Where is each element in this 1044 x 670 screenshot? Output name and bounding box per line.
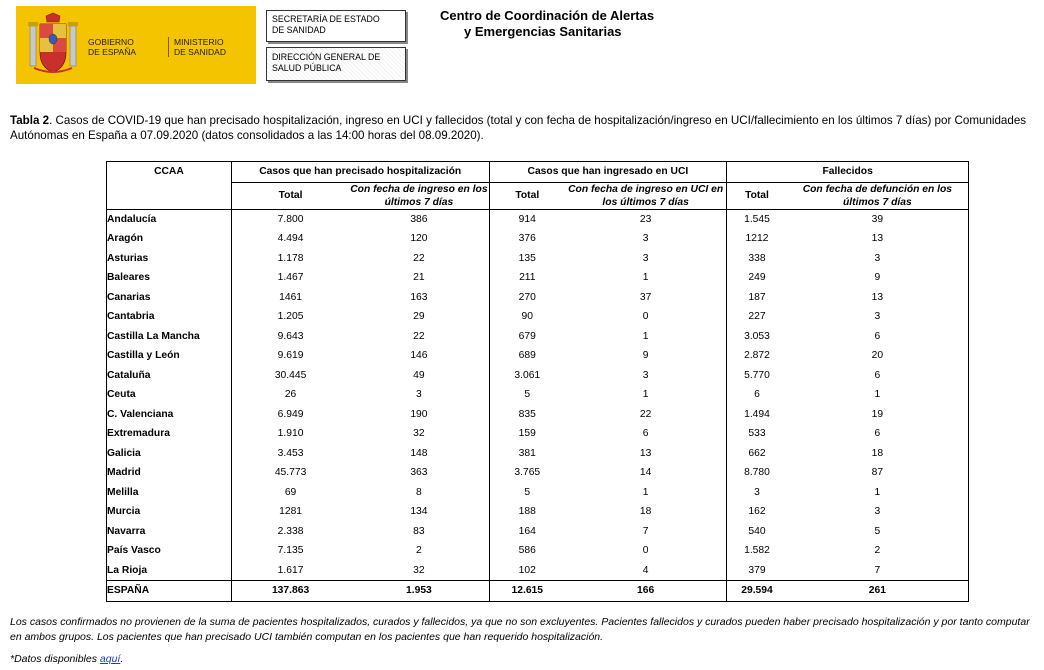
value-cell: 363	[410, 467, 428, 479]
value-cell: 146	[410, 350, 428, 362]
ccaa-cell: ESPAÑA	[107, 581, 232, 602]
value-cell: 45.773	[231, 463, 349, 483]
ccaa-cell: C. Valenciana	[107, 408, 174, 420]
value-cell: 18	[871, 447, 884, 459]
gobierno-text: GOBIERNO DE ESPAÑA	[88, 37, 137, 57]
value-cell: 2.872	[727, 346, 787, 366]
value-cell: 3.765	[489, 463, 565, 483]
value-cell: 4	[642, 564, 649, 576]
ccaa-cell: Baleares	[107, 272, 150, 284]
value-cell: 29.594	[727, 581, 787, 602]
value-cell: 3	[416, 389, 422, 401]
value-cell: 2	[416, 545, 422, 557]
value-cell: 4.494	[231, 229, 349, 249]
value-cell: 376	[489, 229, 565, 249]
value-cell: 5.770	[727, 366, 787, 386]
value-cell: 3	[642, 369, 649, 381]
total-row	[107, 581, 969, 602]
value-cell: 3	[874, 506, 881, 518]
value-cell: 69	[231, 483, 349, 503]
table-row	[107, 249, 969, 269]
value-cell: 37	[639, 291, 652, 303]
value-cell: 3	[874, 252, 881, 264]
caption-text: . Casos de COVID-19 que han precisado hospitalización, ingreso en UCI y fallecidos (total y con fecha de hospitalización/ingreso en UCI/fallecimiento en los últimos 7 días) por Comunidades Autónomas en España a 07.09.2020 (datos consolidados a las 14:00 horas del 08.09.2020).	[10, 114, 1027, 142]
table-row	[107, 288, 969, 308]
value-cell: 2	[874, 545, 881, 557]
value-cell: 20	[871, 350, 884, 362]
value-cell: 1.910	[231, 424, 349, 444]
value-cell: 134	[410, 506, 428, 518]
ccaa-cell: Extremadura	[107, 428, 170, 440]
value-cell: 8.780	[727, 463, 787, 483]
table-row	[107, 229, 969, 249]
value-cell: 1.178	[231, 249, 349, 269]
ccaa-cell: Madrid	[107, 467, 141, 479]
table-row	[107, 463, 969, 483]
ccaa-cell: Navarra	[107, 525, 146, 537]
value-cell: 29	[413, 311, 425, 323]
value-cell: 1.953	[349, 581, 489, 602]
ccaa-cell: Melilla	[107, 486, 139, 498]
value-cell: 7	[642, 525, 649, 537]
value-cell: 6	[642, 428, 649, 440]
value-cell: 12.615	[489, 581, 565, 602]
ccaa-cell: La Rioja	[107, 564, 148, 576]
centro-title: Centro de Coordinación de Alertas y Emergencias Sanitarias	[440, 8, 655, 39]
value-cell: 662	[727, 444, 787, 464]
table-row	[107, 561, 969, 581]
group-hospitalizacion: Casos que han precisado hospitalización	[231, 162, 489, 183]
hosp-total-header: Total	[231, 182, 349, 209]
uci-total-header: Total	[489, 182, 565, 209]
value-cell: 159	[489, 424, 565, 444]
value-cell: 7.135	[231, 541, 349, 561]
value-cell: 83	[413, 525, 425, 537]
value-cell: 26	[231, 385, 349, 405]
footnote-text: Los casos confirmados no provienen de la suma de pacientes hospitalizados, curados y fallecidos, ya que no son excluyentes. Pacientes fallecidos y curados pueden haber precisado hospitalización y por tanto computar en ambos grupos. Los pacientes que han precisado UCI también computan en los pacientes que han requerido hospitalización.	[10, 616, 1030, 643]
hosp-7d-header: Con fecha de ingreso en los últimos 7 días	[350, 183, 488, 208]
data-available-note: *Datos disponibles aquí.	[10, 653, 124, 665]
value-cell: 270	[489, 288, 565, 308]
value-cell: 9	[874, 272, 881, 284]
table-row	[107, 346, 969, 366]
value-cell: 137.863	[231, 581, 349, 602]
uci-7d-header: Con fecha de ingreso en UCI en los últimos 7 días	[565, 182, 727, 209]
value-cell: 3.453	[231, 444, 349, 464]
ccaa-cell: País Vasco	[107, 545, 161, 557]
value-cell: 1	[642, 330, 649, 342]
value-cell: 1	[642, 272, 649, 284]
value-cell: 679	[489, 327, 565, 347]
value-cell: 30.445	[231, 366, 349, 386]
value-cell: 90	[489, 307, 565, 327]
value-cell: 1.467	[231, 268, 349, 288]
secretaria-box: SECRETARÍA DE ESTADO DE SANIDAD	[266, 10, 406, 42]
value-cell: 188	[489, 502, 565, 522]
ccaa-cell: Castilla y León	[107, 350, 180, 362]
value-cell: 3	[727, 483, 787, 503]
value-cell: 5	[489, 483, 565, 503]
table-row	[107, 366, 969, 386]
value-cell: 22	[413, 252, 425, 264]
ministerio-text: MINISTERIO DE SANIDAD	[168, 37, 226, 57]
value-cell: 6	[727, 385, 787, 405]
data-link[interactable]: aquí	[99, 653, 121, 665]
value-cell: 835	[489, 405, 565, 425]
value-cell: 0	[642, 311, 649, 323]
value-cell: 190	[410, 408, 428, 420]
value-cell: 3	[642, 252, 649, 264]
value-cell: 102	[489, 561, 565, 581]
value-cell: 914	[489, 209, 565, 229]
value-cell: 13	[639, 447, 652, 459]
value-cell: 9.643	[231, 327, 349, 347]
value-cell: 163	[410, 291, 428, 303]
value-cell: 120	[410, 233, 428, 245]
value-cell: 39	[871, 213, 884, 225]
value-cell: 19	[871, 408, 884, 420]
value-cell: 1	[642, 389, 649, 401]
caption-label: Tabla 2	[10, 114, 50, 127]
table-row	[107, 268, 969, 288]
value-cell: 22	[639, 408, 652, 420]
value-cell: 6.949	[231, 405, 349, 425]
value-cell: 32	[413, 428, 425, 440]
value-cell: 1	[874, 486, 881, 498]
value-cell: 1.582	[727, 541, 787, 561]
value-cell: 148	[410, 447, 428, 459]
value-cell: 23	[639, 213, 652, 225]
value-cell: 1.205	[231, 307, 349, 327]
value-cell: 14	[639, 467, 652, 479]
value-cell: 87	[871, 467, 884, 479]
value-cell: 533	[727, 424, 787, 444]
table-row	[107, 522, 969, 542]
value-cell: 5	[489, 385, 565, 405]
value-cell: 187	[727, 288, 787, 308]
value-cell: 5	[874, 525, 881, 537]
ccaa-cell: Murcia	[107, 506, 141, 518]
table-row	[107, 483, 969, 503]
value-cell: 21	[413, 272, 425, 284]
value-cell: 166	[565, 581, 727, 602]
value-cell: 3.053	[727, 327, 787, 347]
value-cell: 3	[642, 233, 649, 245]
value-cell: 1212	[727, 229, 787, 249]
value-cell: 8	[416, 486, 422, 498]
ccaa-cell: Canarias	[107, 291, 151, 303]
value-cell: 22	[413, 330, 425, 342]
ccaa-cell: Cataluña	[107, 369, 151, 381]
ccaa-cell: Galicia	[107, 447, 141, 459]
value-cell: 227	[727, 307, 787, 327]
value-cell: 379	[727, 561, 787, 581]
value-cell: 18	[639, 506, 652, 518]
ccaa-cell: Ceuta	[107, 389, 136, 401]
ccaa-cell: Castilla La Mancha	[107, 330, 200, 342]
value-cell: 381	[489, 444, 565, 464]
value-cell: 6	[874, 428, 881, 440]
value-cell: 386	[410, 213, 428, 225]
covid-table	[106, 161, 969, 602]
value-cell: 249	[727, 268, 787, 288]
value-cell: 7.800	[231, 209, 349, 229]
value-cell: 135	[489, 249, 565, 269]
value-cell: 1461	[231, 288, 349, 308]
direccion-box: DIRECCIÓN GENERAL DE SALUD PÚBLICA	[266, 47, 406, 81]
group-uci: Casos que han ingresado en UCI	[489, 162, 727, 183]
table-row	[107, 327, 969, 347]
value-cell: 9	[642, 350, 649, 362]
value-cell: 689	[489, 346, 565, 366]
table-row	[107, 424, 969, 444]
table-row	[107, 385, 969, 405]
ccaa-header: CCAA	[107, 162, 232, 210]
value-cell: 9.619	[231, 346, 349, 366]
table-row	[107, 444, 969, 464]
value-cell: 7	[874, 564, 881, 576]
value-cell: 1.494	[727, 405, 787, 425]
table-row	[107, 405, 969, 425]
value-cell: 1	[874, 389, 881, 401]
value-cell: 2.338	[231, 522, 349, 542]
value-cell: 338	[727, 249, 787, 269]
value-cell: 6	[874, 369, 881, 381]
ccaa-cell: Cantabria	[107, 311, 155, 323]
value-cell: 3.061	[489, 366, 565, 386]
gobierno-logo	[16, 6, 256, 84]
value-cell: 164	[489, 522, 565, 542]
value-cell: 3	[874, 311, 881, 323]
value-cell: 1	[642, 486, 649, 498]
value-cell: 1.545	[727, 209, 787, 229]
fall-total-header: Total	[727, 182, 787, 209]
value-cell: 261	[787, 581, 969, 602]
value-cell: 13	[871, 233, 884, 245]
coat-of-arms-icon	[28, 12, 78, 78]
table-row	[107, 209, 969, 229]
value-cell: 540	[727, 522, 787, 542]
value-cell: 32	[413, 564, 425, 576]
group-fallecidos: Fallecidos	[727, 162, 969, 183]
value-cell: 6	[874, 330, 881, 342]
table-row	[107, 541, 969, 561]
value-cell: 162	[727, 502, 787, 522]
value-cell: 1281	[231, 502, 349, 522]
ccaa-cell: Asturias	[107, 252, 149, 264]
value-cell: 1.617	[231, 561, 349, 581]
value-cell: 0	[642, 545, 649, 557]
table-body	[107, 209, 969, 601]
table-caption	[10, 113, 1035, 143]
value-cell: 13	[871, 291, 884, 303]
table-row	[107, 502, 969, 522]
fall-7d-header: Con fecha de defunción en los últimos 7 días	[787, 182, 969, 209]
table-row	[107, 307, 969, 327]
value-cell: 211	[489, 268, 565, 288]
value-cell: 586	[489, 541, 565, 561]
value-cell: 49	[413, 369, 425, 381]
ccaa-cell: Andalucía	[107, 213, 157, 225]
ccaa-cell: Aragón	[107, 233, 144, 245]
